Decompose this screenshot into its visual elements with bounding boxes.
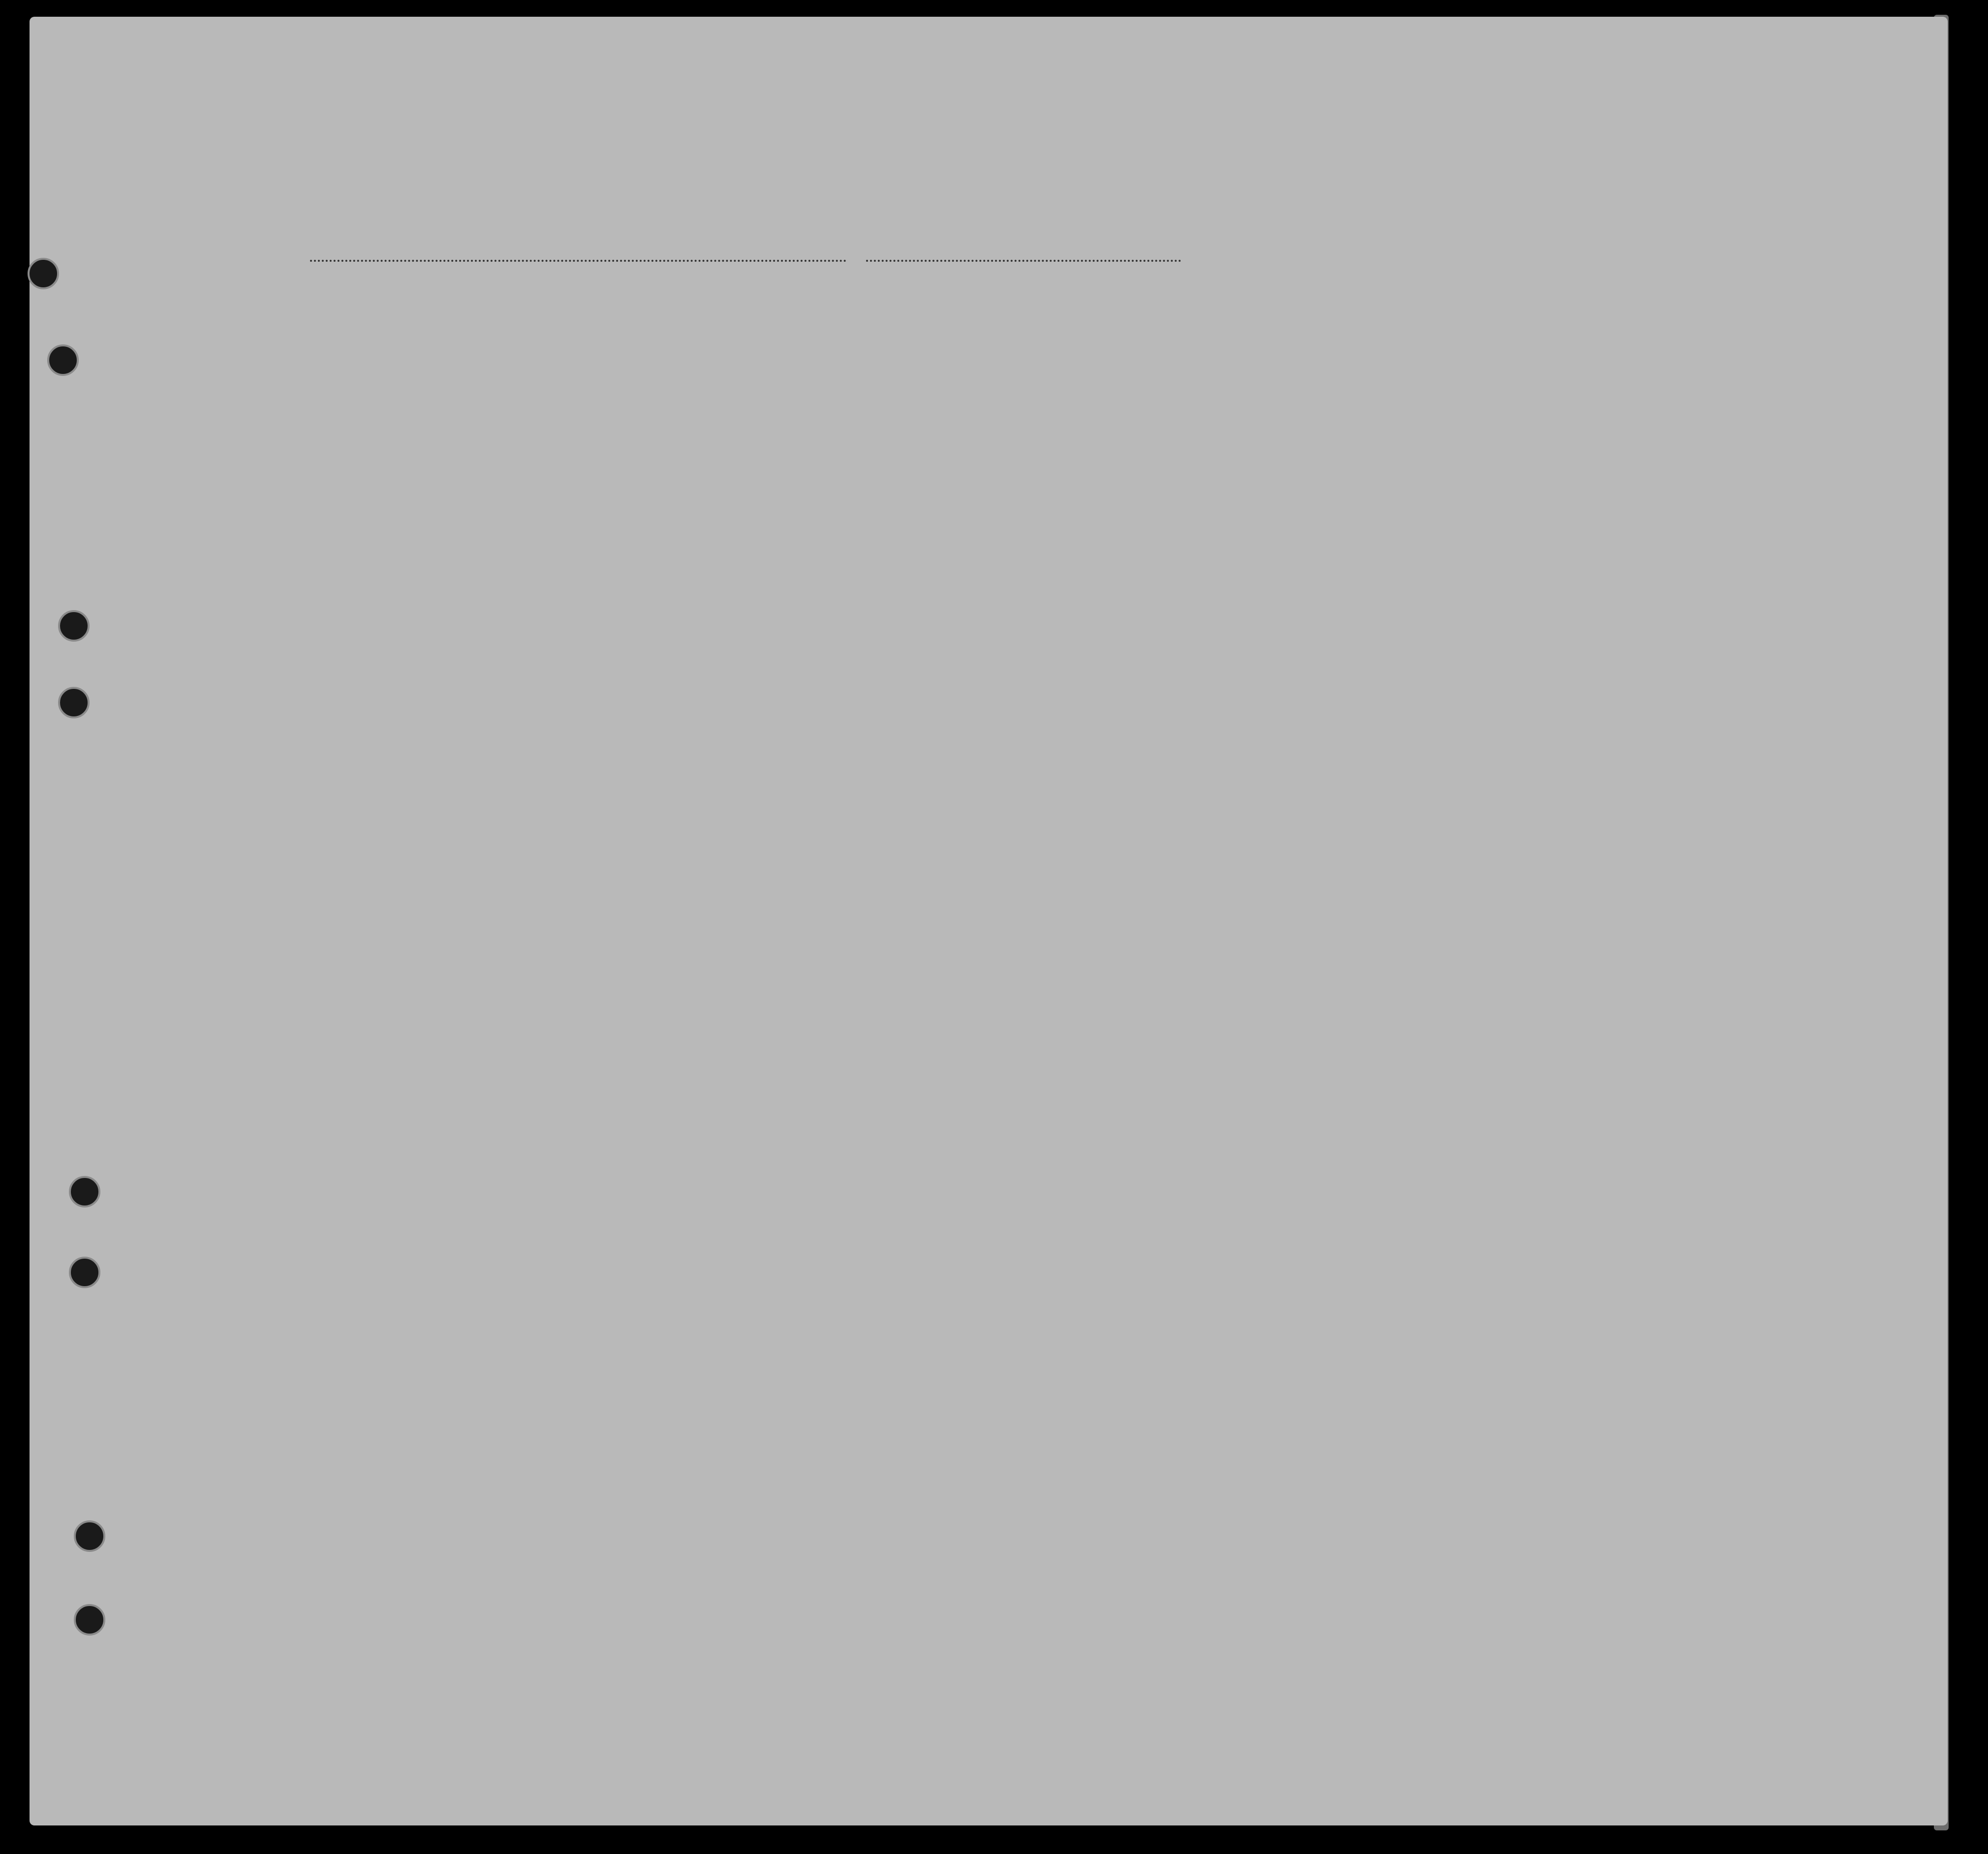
binder-hole [58,687,90,718]
binder-hole [28,258,59,289]
binder-hole [74,1520,105,1552]
binder-hole [69,1257,100,1288]
binder-hole [47,344,79,376]
binder-hole [74,1604,105,1636]
binder-hole [69,1176,100,1207]
binder-hole [58,610,90,642]
